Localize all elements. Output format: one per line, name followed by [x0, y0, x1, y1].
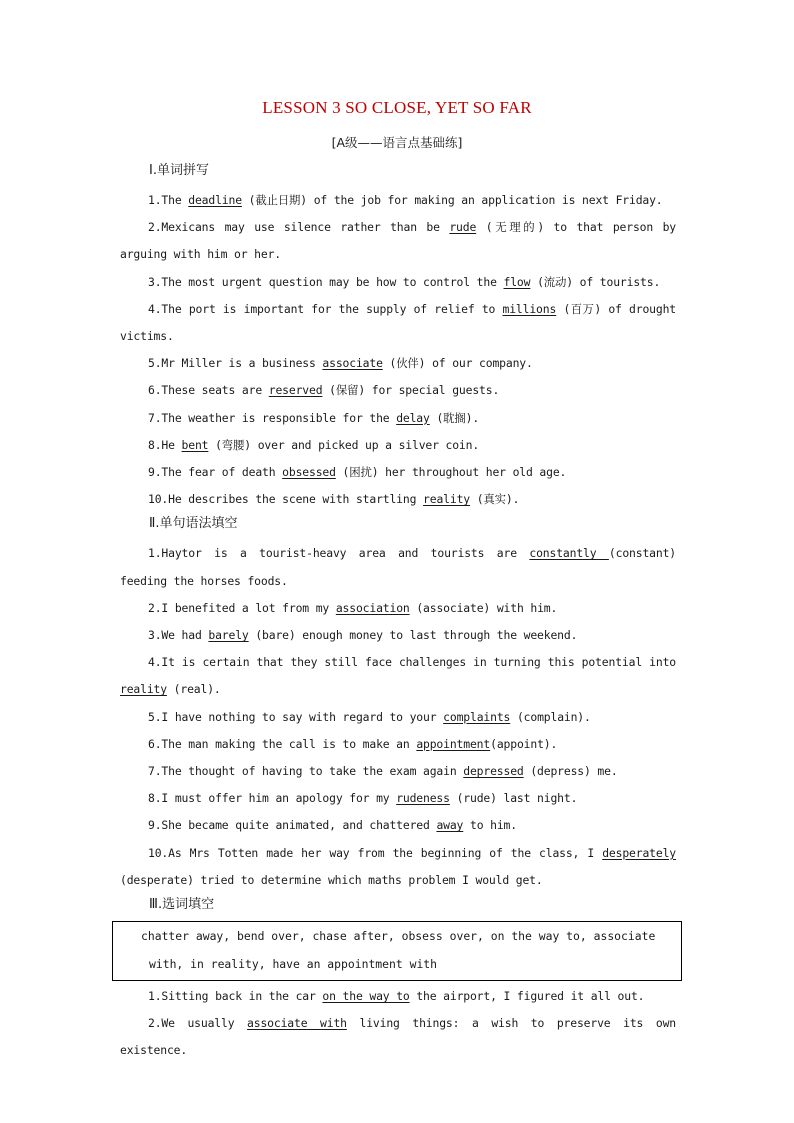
lesson-title: LESSON 3 SO CLOSE, YET SO FAR: [262, 98, 532, 117]
exercise-item: 3.The most urgent question may be how to control the flow (流动) of tourists.: [148, 274, 661, 289]
exercise-item: 6.The man making the call is to make an appointment(appoint).: [148, 736, 558, 751]
level-subtitle: [A级——语言点基础练]: [331, 135, 463, 150]
answer-text: desperately: [602, 845, 676, 860]
exercise-item: 8.I must offer him an apology for my rudeness (rude) last night.: [148, 791, 578, 806]
exercise-item: 7.The weather is responsible for the delay (耽搁).: [148, 410, 480, 425]
section-heading-grammar: Ⅱ.单句语法填空: [149, 516, 238, 532]
exercise-item: 2.We usually associate with living things: a wish to preserve its own existence.: [120, 1016, 676, 1058]
answer-text: delay: [396, 410, 430, 425]
answer-text: association: [335, 600, 410, 615]
exercise-item: 5.I have nothing to say with regard to your complaints (complain).: [148, 709, 591, 724]
answer-text: flow: [503, 274, 531, 289]
section-heading-word-choice: Ⅲ.选词填空: [149, 897, 215, 913]
answer-text: deadline: [188, 193, 242, 207]
exercise-item: 1.The deadline (截止日期) of the job for making an application is next Friday.: [148, 193, 663, 207]
exercise-item: 9.She became quite animated, and chattered away to him.: [148, 818, 517, 833]
exercise-item: 3.We had barely (bare) enough money to last through the weekend.: [148, 628, 578, 643]
answer-text: bent: [181, 437, 209, 452]
answer-text: on the way to: [322, 989, 410, 1004]
answer-text: associate: [322, 356, 383, 371]
answer-text: complaints: [443, 709, 511, 724]
exercise-item: 7.The thought of having to take the exam again depressed (depress) me.: [148, 764, 618, 779]
answer-text: constantly: [529, 546, 609, 561]
section-heading-spelling: Ⅰ.单词拼写: [149, 163, 209, 178]
exercise-item: 9.The fear of death obsessed (困扰) her throughout her old age.: [148, 465, 567, 480]
answer-text: obsessed: [282, 465, 336, 480]
answer-text: reality: [423, 492, 470, 507]
exercise-content: [120, 160, 676, 1065]
exercise-item: 1.Haytor is a tourist-heavy area and tourists are constantly (constant) feeding the horses foods.: [120, 546, 676, 588]
exercise-item: 8.He bent (弯腰) over and picked up a silver coin.: [148, 437, 480, 452]
answer-text: rudeness: [396, 791, 450, 806]
answer-text: associate with: [247, 1016, 347, 1031]
exercise-item: 10.As Mrs Totten made her way from the beginning of the class, I desperately (desperate) tried to determine which maths problem I would get.: [120, 845, 676, 887]
exercise-item: 1.Sitting back in the car on the way to the airport, I figured it all out.: [148, 989, 645, 1004]
exercise-item: 2.I benefited a lot from my association (associate) with him.: [148, 600, 558, 615]
answer-text: reality: [120, 682, 167, 697]
exercise-item: 4.The port is important for the supply of relief to millions (百万) of drought victims.: [120, 301, 676, 344]
answer-text: barely: [208, 628, 249, 643]
exercise-item: 10.He describes the scene with startling reality (真实).: [148, 492, 520, 507]
answer-text: rude: [449, 220, 477, 235]
answer-text: appointment: [416, 736, 491, 751]
answer-text: depressed: [463, 764, 524, 779]
answer-text: millions: [502, 301, 557, 316]
exercise-item: 5.Mr Miller is a business associate (伙伴) of our company.: [148, 356, 533, 371]
exercise-item: 2.Mexicans may use silence rather than be rude (无理的) to that person by arguing with him or her.: [120, 220, 676, 262]
word-bank-box: chatter away, bend over, chase after, obsess over, on the way to, associate with, in reality, have an appointment with: [112, 921, 682, 981]
exercise-item: 6.These seats are reserved (保留) for special guests.: [148, 383, 500, 398]
answer-text: away: [436, 818, 464, 833]
answer-text: reserved: [268, 383, 323, 398]
exercise-item: 4.It is certain that they still face challenges in turning this potential into reality (real).: [120, 655, 676, 697]
